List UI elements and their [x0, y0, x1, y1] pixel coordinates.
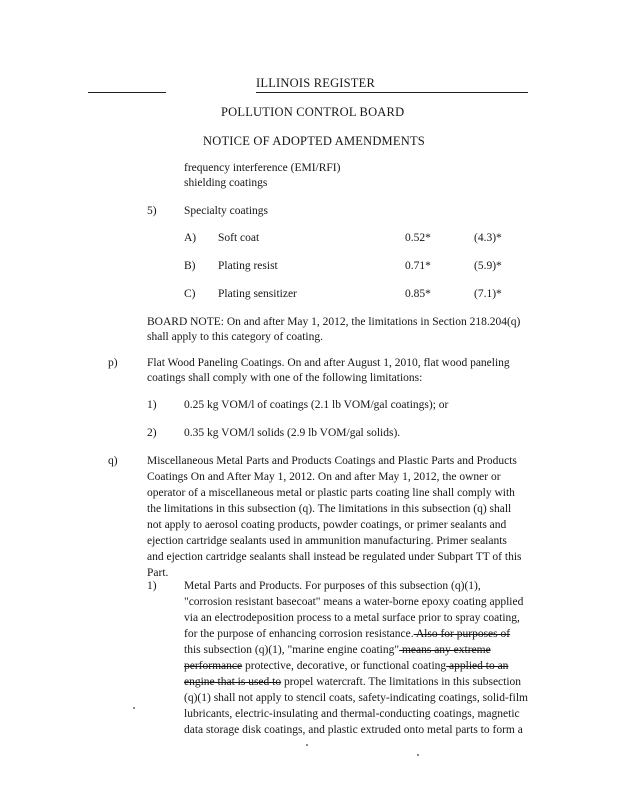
item1-line: lubricants, electric-insulating and thermal-conducting coatings, magnetic: [184, 708, 520, 720]
item1-struck-text: means any extreme: [399, 644, 491, 656]
section-p-item2-text: 0.35 kg VOM/l solids (2.9 lb VOM/gal solids).: [184, 427, 401, 439]
row-c-lb: (7.1)*: [474, 288, 502, 300]
row-a-lb: (4.3)*: [474, 232, 502, 244]
section-q-letter: q): [108, 455, 118, 467]
item5-label: Specialty coatings: [184, 205, 268, 217]
section-q-line: ejection cartridge sealants used in ammunition manufacturing. Primer sealants: [147, 535, 507, 547]
item1-line: via an electrodeposition process to a metal surface prior to spray coating,: [184, 612, 520, 624]
item1-line-4: [184, 626, 544, 642]
section-q-line: not apply to aerosol coating products, powder coatings, or primer sealants and: [147, 519, 507, 531]
section-q-item1-paragraph: [184, 578, 544, 738]
scan-speck: [133, 707, 135, 709]
row-a-kg: 0.52*: [405, 232, 431, 244]
section-q-line: Miscellaneous Metal Parts and Products Coatings and Plastic Parts and Products: [147, 455, 517, 467]
row-c-kg: 0.85*: [405, 288, 431, 300]
row-c-letter: C): [184, 288, 196, 300]
item1-kept-text: this subsection (q)(1), "marine engine coating": [184, 644, 400, 656]
item1-struck-text: engine that is used to: [184, 676, 282, 688]
row-c-name: Plating sensitizer: [218, 288, 297, 300]
item1-kept-text: for the purpose of enhancing corrosion resistance.: [184, 628, 414, 640]
register-title: ILLINOIS REGISTER: [256, 76, 376, 90]
notice-title: NOTICE OF ADOPTED AMENDMENTS: [203, 134, 425, 148]
item1-kept-text: protective, decorative, or functional coating: [242, 660, 447, 672]
board-note-line-2: shall apply to this category of coating.: [147, 331, 323, 343]
section-q-paragraph: [147, 453, 547, 581]
item1-line: (q)(1) shall not apply to stencil coats, safety-indicating coatings, solid-film: [184, 692, 528, 704]
board-note-line-1: BOARD NOTE: On and after May 1, 2012, the limitations in Section 218.204(q): [147, 316, 521, 328]
row-b-letter: B): [184, 260, 196, 272]
header-left-rule: [88, 92, 166, 93]
header-right-rule: [256, 92, 528, 93]
item1-line-7: [184, 674, 544, 690]
section-q-line: Part.: [147, 567, 169, 579]
section-q-item1-number: 1): [147, 580, 157, 592]
row-a-name: Soft coat: [218, 232, 260, 244]
section-p-item1-number: 1): [147, 399, 157, 411]
section-q-line: Coatings On and After May 1, 2012. On and after May 1, 2012, the owner or: [147, 471, 501, 483]
item1-line-5: [184, 642, 544, 658]
item1-kept-text: propel watercraft. The limitations in this subsection: [281, 676, 522, 688]
row-b-kg: 0.71*: [405, 260, 431, 272]
section-p-line-1: Flat Wood Paneling Coatings. On and after August 1, 2010, flat wood paneling: [147, 357, 510, 369]
item1-line: Metal Parts and Products. For purposes of this subsection (q)(1),: [184, 580, 481, 592]
item1-struck-text: performance: [184, 660, 243, 672]
agency-title: POLLUTION CONTROL BOARD: [221, 105, 405, 119]
continuation-line-2: shielding coatings: [184, 177, 268, 189]
continuation-line-1: frequency interference (EMI/RFI): [184, 162, 341, 174]
row-a-letter: A): [184, 232, 197, 244]
scan-speck: [417, 754, 419, 756]
section-q-line: and ejection cartridge sealants shall instead be regulated under Subpart TT of this: [147, 551, 522, 563]
item1-line-6: [184, 658, 544, 674]
section-q-line: the limitations in this subsection (q). The limitations in this subsection (q) shall: [147, 503, 512, 515]
section-q-line: operator of a miscellaneous metal or plastic parts coating line shall comply with: [147, 487, 515, 499]
section-p-item1-text: 0.25 kg VOM/l of coatings (2.1 lb VOM/gal coatings); or: [184, 399, 449, 411]
section-p-line-2: coatings shall comply with one of the following limitations:: [147, 372, 423, 384]
item1-line: "corrosion resistant basecoat" means a water-borne epoxy coating applied: [184, 596, 524, 608]
item1-line: data storage disk coatings, and plastic extruded onto metal parts to form a: [184, 724, 523, 736]
section-p-item2-number: 2): [147, 427, 157, 439]
row-b-name: Plating resist: [218, 260, 278, 272]
item1-struck-text: applied to an: [446, 660, 509, 672]
row-b-lb: (5.9)*: [474, 260, 502, 272]
item1-struck-text: Also for purposes of: [413, 628, 511, 640]
item5-number: 5): [147, 205, 157, 217]
section-p-letter: p): [108, 357, 118, 369]
scan-speck: [306, 744, 308, 746]
